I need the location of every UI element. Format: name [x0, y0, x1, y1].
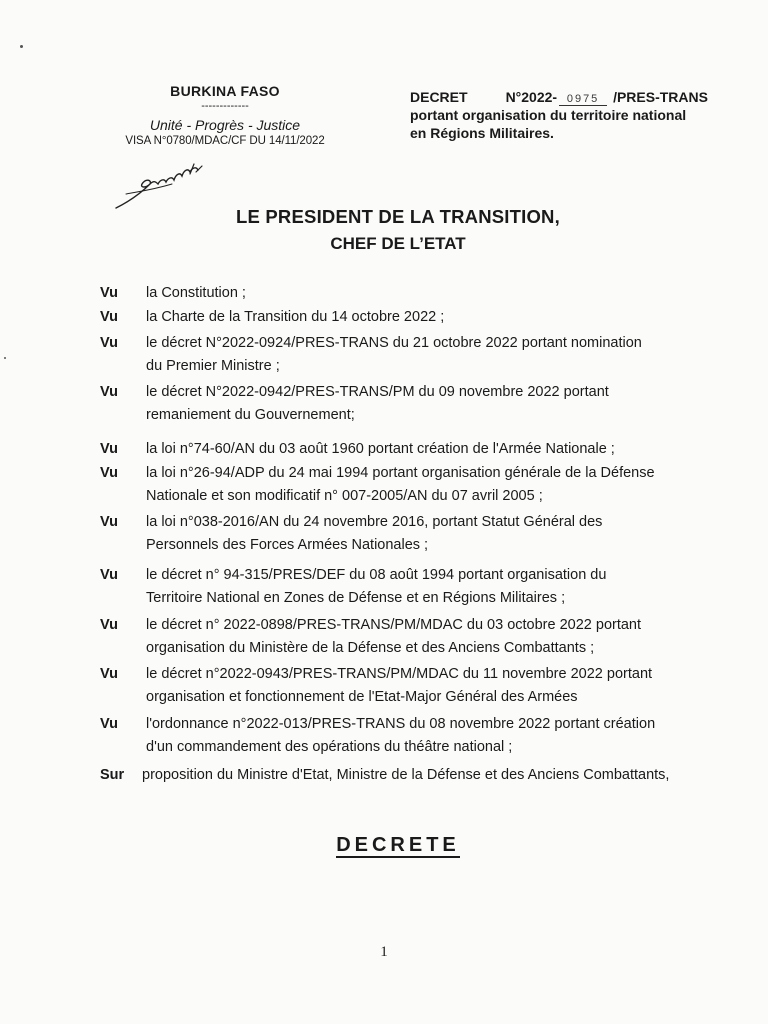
scan-speck — [20, 45, 23, 48]
clause-line: le décret N°2022-0924/PRES-TRANS du 21 octobre 2022 portant nomination — [146, 335, 642, 351]
clause-keyword: Vu — [100, 309, 118, 325]
clause-line: Territoire National en Zones de Défense et en Régions Militaires ; — [146, 590, 566, 606]
clause-text — [146, 713, 686, 759]
clause-keyword: Vu — [100, 384, 118, 400]
clause-line: Nationale et son modificatif n° 007-2005/AN du 07 avril 2005 ; — [146, 488, 543, 504]
decree-number-prefix: N°2022- — [505, 89, 558, 105]
authority-heading — [0, 206, 768, 254]
clause-line: remaniement du Gouvernement; — [146, 407, 355, 423]
visa-reference: VISA N°0780/MDAC/CF DU 14/11/2022 — [125, 135, 325, 147]
authority-title: LE PRESIDENT DE LA TRANSITION, — [236, 206, 560, 227]
decree-number-handwritten: 0975 — [559, 93, 607, 106]
national-motto: Unité - Progrès - Justice — [149, 117, 301, 133]
clause-line: la Constitution ; — [146, 285, 246, 301]
decree-number-line — [410, 88, 740, 106]
clause-line: la loi n°26-94/ADP du 24 mai 1994 portant organisation générale de la Défense — [146, 465, 655, 481]
clause-line: l'ordonnance n°2022-013/PRES-TRANS du 08 novembre 2022 portant création — [146, 716, 656, 732]
clause-text — [146, 282, 686, 305]
clause-text — [146, 614, 686, 660]
clause-text — [146, 663, 686, 709]
clause-line: organisation du Ministère de la Défense et des Anciens Combattants ; — [146, 640, 595, 656]
clause-text — [146, 306, 686, 329]
clause-keyword: Vu — [100, 514, 118, 530]
header-separator: ------------- — [201, 100, 249, 112]
decree-subject-line-2: en Régions Militaires. — [410, 125, 554, 141]
clause-line: le décret n° 94-315/PRES/DEF du 08 août 1994 portant organisation du — [146, 567, 607, 583]
clause-text — [146, 564, 686, 610]
clause-text — [146, 438, 686, 461]
clause-text — [146, 511, 686, 557]
decree-reference — [410, 88, 740, 142]
clause-line: le décret n°2022-0943/PRES-TRANS/PM/MDAC du 11 novembre 2022 portant — [146, 666, 653, 682]
clause-line: Personnels des Forces Armées Nationales ; — [146, 537, 429, 553]
clause-line: la Charte de la Transition du 14 octobre 2022 ; — [146, 309, 445, 325]
clause-text — [146, 381, 686, 427]
decision-word: DECRETE — [336, 834, 460, 856]
clause-keyword: Sur — [100, 767, 125, 783]
decree-subject-line-1: portant organisation du territoire national — [410, 107, 687, 123]
clause-line: la loi n°74-60/AN du 03 août 1960 portant création de l'Armée Nationale ; — [146, 441, 615, 457]
clause-keyword: Vu — [100, 441, 118, 457]
decision-heading — [0, 834, 768, 857]
clause-keyword: Vu — [100, 716, 118, 732]
clause-line: le décret n° 2022-0898/PRES-TRANS/PM/MDAC du 03 octobre 2022 portant — [146, 617, 642, 633]
clause-keyword: Vu — [100, 285, 118, 301]
clause-keyword: Vu — [100, 666, 118, 682]
clause-text — [142, 764, 712, 787]
clause-line: la loi n°038-2016/AN du 24 novembre 2016, portant Statut Général des — [146, 514, 603, 530]
clause-line: d'un commandement des opérations du théâtre national ; — [146, 739, 513, 755]
clause-text — [146, 462, 686, 508]
clause-text — [146, 332, 686, 378]
clause-line: du Premier Ministre ; — [146, 358, 280, 374]
country-name: BURKINA FASO — [170, 83, 280, 99]
clause-keyword: Vu — [100, 567, 118, 583]
clause-line: organisation et fonctionnement de l'Etat-Major Général des Armées — [146, 689, 578, 705]
decree-number-suffix: /PRES-TRANS — [613, 89, 708, 105]
authority-subtitle: CHEF DE L’ETAT — [330, 234, 466, 253]
clause-keyword: Vu — [100, 335, 118, 351]
issuer-block — [110, 83, 340, 147]
page-number: 1 — [380, 944, 388, 960]
decree-label: DECRET — [410, 89, 468, 105]
clause-keyword: Vu — [100, 617, 118, 633]
scan-speck — [4, 357, 6, 359]
clause-keyword: Vu — [100, 465, 118, 481]
clause-line: le décret N°2022-0942/PRES-TRANS/PM du 09 novembre 2022 portant — [146, 384, 609, 400]
clause-line: proposition du Ministre d'Etat, Ministre de la Défense et des Anciens Combattants, — [142, 767, 670, 783]
paraph-signature — [112, 162, 207, 212]
